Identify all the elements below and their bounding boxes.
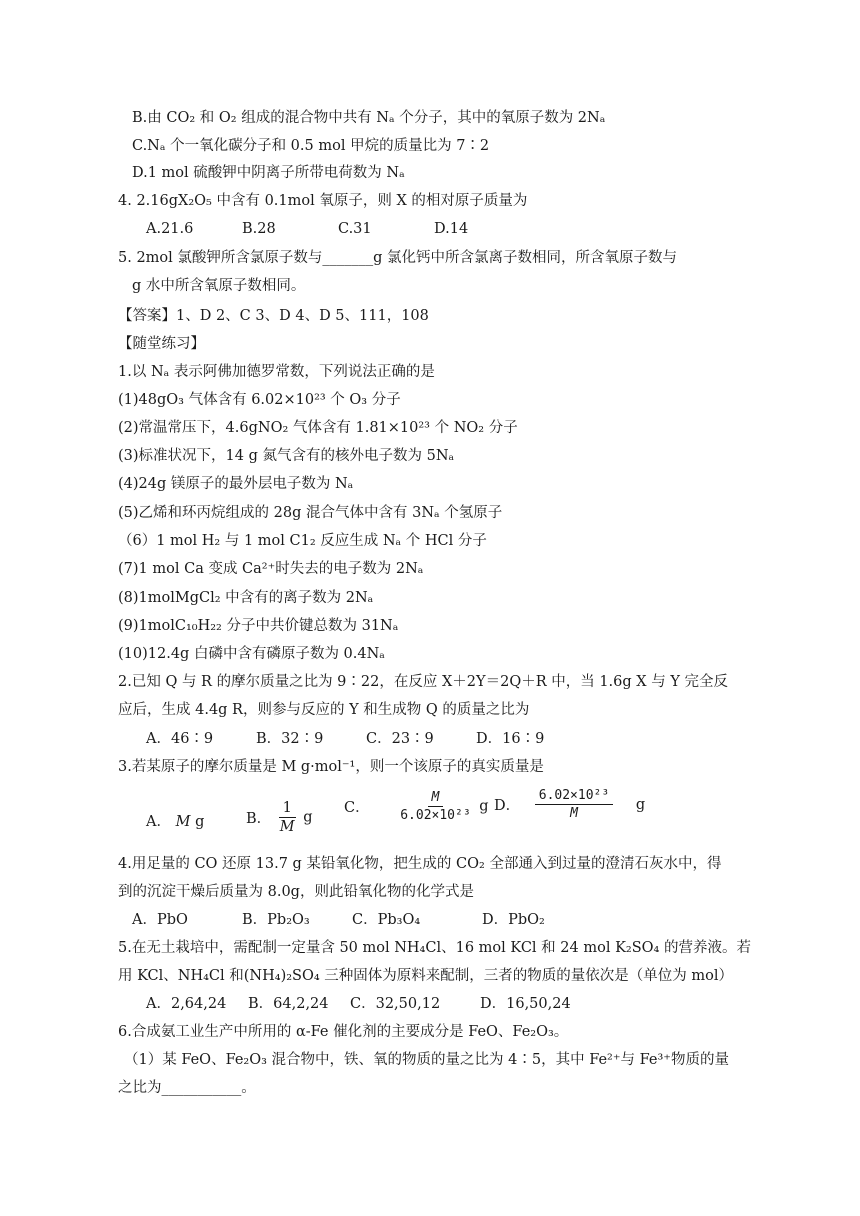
practice-q4: 4.用足量的 CO 还原 13.7 g 某铅氧化物，把生成的 CO₂ 全部通入到过量的澄清石灰水中，得 [118, 856, 722, 872]
practice-q3: 3.若某原子的摩尔质量是 M g·mol⁻¹，则一个该原子的真实质量是 [118, 759, 544, 775]
option: D．16,50,24 [480, 996, 571, 1012]
q4b-options [132, 910, 750, 930]
option: C．Pb₃O₄ [352, 912, 421, 928]
statement-9: (9)1molC₁₀H₂₂ 分子中共价键总数为 31Nₐ [118, 618, 399, 634]
q2-options [146, 729, 750, 749]
option: C．32,50,12 [350, 996, 441, 1012]
option-c-line: C.Nₐ 个一氧化碳分子和 0.5 mol 甲烷的质量比为 7∶2 [132, 138, 490, 154]
statement-7: (7)1 mol Ca 变成 Ca²⁺时失去的电子数为 2Nₐ [118, 561, 424, 577]
option: A.21.6 [146, 221, 194, 237]
option-d-line: D.1 mol 硫酸钾中阴离子所带电荷数为 Nₐ [132, 165, 405, 181]
option: C.31 [338, 221, 372, 237]
statement-6: （6）1 mol H₂ 与 1 mol C1₂ 反应生成 Nₐ 个 HCl 分子 [118, 533, 487, 549]
practice-q2: 2.已知 Q 与 R 的摩尔质量之比为 9∶22，在反应 X＋2Y＝2Q＋R 中，当 1.6g X 与 Y 完全反 [118, 674, 729, 690]
q3-option-a: A． M g [146, 814, 205, 830]
option: B．64,2,24 [248, 996, 329, 1012]
option: B.28 [242, 221, 276, 237]
practice-q6-part1: （1）某 FeO、Fe₂O₃ 混合物中，铁、氧的物质的量之比为 4∶5，其中 Fe²⁺与 Fe³⁺物质的量 [124, 1052, 729, 1068]
option: D．16∶9 [476, 731, 545, 747]
q4-options [146, 219, 750, 239]
option: D.14 [434, 221, 469, 237]
option: B．Pb₂O₃ [242, 912, 310, 928]
statement-10: (10)12.4g 白磷中含有磷原子数为 0.4Nₐ [118, 646, 385, 662]
statement-3: (3)标准状况下，14 g 氮气含有的核外电子数为 5Nₐ [118, 448, 455, 464]
option: A．PbO [132, 912, 188, 928]
statement-4: (4)24g 镁原子的最外层电子数为 Nₐ [118, 476, 354, 492]
option: A．46∶9 [146, 731, 214, 747]
option: A．2,64,24 [146, 996, 227, 1012]
q5-options [146, 994, 750, 1014]
q3-option-d: D． $\frac{\text{6.02×10²³}}{M}$ g [494, 788, 646, 821]
practice-q6: 6.合成氨工业生产中所用的 α-Fe 催化剂的主要成分是 FeO、Fe₂O₃。 [118, 1024, 569, 1040]
option: D．PbO₂ [482, 912, 545, 928]
practice-q2-cont: 应后，生成 4.4g R，则参与反应的 Y 和生成物 Q 的质量之比为 [118, 702, 530, 718]
section-heading: 【随堂练习】 [118, 336, 205, 352]
option: C．23∶9 [366, 731, 434, 747]
question-5-cont: g 水中所含氧原子数相同。 [132, 278, 306, 294]
statement-1: (1)48gO₃ 气体含有 6.02×10²³ 个 O₃ 分子 [118, 392, 401, 408]
practice-q4-cont: 到的沉淀干燥后质量为 8.0g，则此铅氧化物的化学式是 [118, 884, 474, 900]
option-b-line: B.由 CO₂ 和 O₂ 组成的混合物中共有 Nₐ 个分子，其中的氧原子数为 2Nₐ [132, 110, 606, 126]
statement-5: (5)乙烯和环丙烷组成的 28g 混合气体中含有 3Nₐ 个氢原子 [118, 505, 503, 521]
practice-q5-cont: 用 KCl、NH₄Cl 和(NH₄)₂SO₄ 三种固体为原料来配制，三者的物质的量依次是（单位为 mol） [118, 968, 734, 984]
q3-option-c: C． $\frac{M}{\text{6.02×10²³}}$ g [344, 790, 489, 823]
practice-q6-part1-cont: 之比为___________。 [118, 1080, 256, 1096]
question-5: 5. 2mol 氯酸钾所含氯原子数与_______g 氯化钙中所含氯离子数相同，所含氧原子数与 [118, 250, 678, 266]
answer-line: 【答案】1、D 2、C 3、D 4、D 5、111，108 [118, 308, 429, 324]
statement-8: (8)1molMgCl₂ 中含有的离子数为 2Nₐ [118, 590, 374, 606]
q3-option-b: B． $\frac{1}{M}$ g [246, 800, 313, 835]
practice-q1: 1.以 Nₐ 表示阿佛加德罗常数，下列说法正确的是 [118, 364, 435, 380]
question-4: 4. 2.16gX₂O₅ 中含有 0.1mol 氧原子，则 X 的相对原子质量为 [118, 193, 528, 209]
option: B．32∶9 [256, 731, 324, 747]
practice-q5: 5.在无土栽培中，需配制一定量含 50 mol NH₄Cl、16 mol KCl 和 24 mol K₂SO₄ 的营养液。若 [118, 940, 751, 956]
statement-2: (2)常温常压下，4.6gNO₂ 气体含有 1.81×10²³ 个 NO₂ 分子 [118, 420, 518, 436]
